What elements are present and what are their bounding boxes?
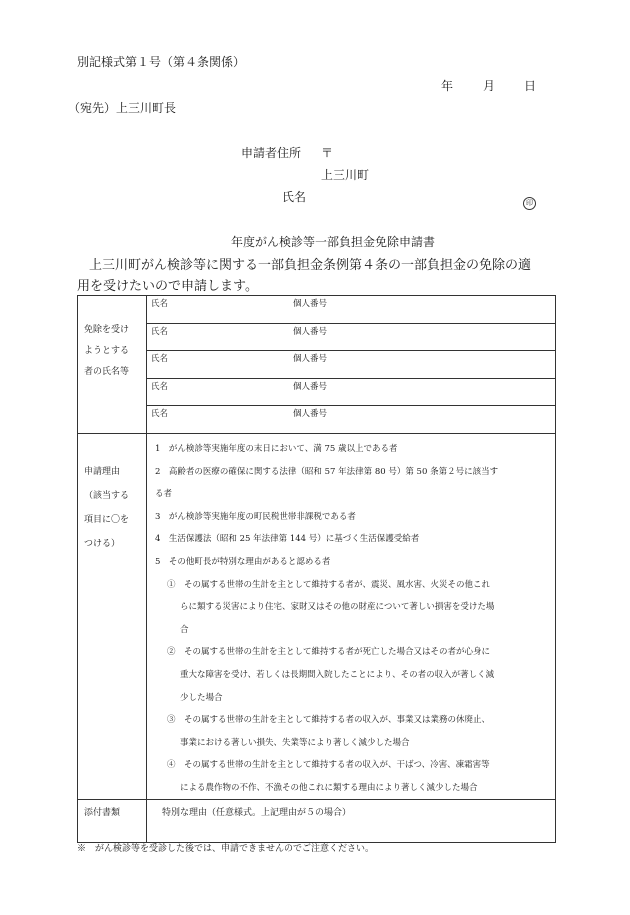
document-title: 年度がん検診等一部負担金免除申請書 (231, 235, 436, 249)
person-id-label: 個人番号 (293, 409, 328, 420)
person-name-label: 氏名 (151, 299, 169, 309)
person-entry-cell[interactable] (147, 296, 556, 324)
intro-line-1: 上三川町がん検診等に関する一部負担金条例第４条の一部負担金の免除の適 (89, 258, 532, 273)
persons-label-line: 免除を受け (84, 325, 130, 335)
person-row (78, 323, 556, 351)
persons-label-line: 者の氏名等 (84, 367, 130, 377)
reason-line: 1 がん検診等実施年度の末日において、満 75 歳以上である者 (155, 443, 398, 454)
attachments-label: 添付書類 (84, 808, 121, 819)
person-id-label: 個人番号 (293, 326, 328, 337)
form-number: 別記様式第１号（第４条関係） (77, 55, 246, 69)
reasons-label-line: 申請理由 (84, 466, 121, 477)
reasons-label-cell (78, 433, 147, 800)
attachments-content-cell (147, 800, 556, 843)
reasons-label-line: （該当する (84, 490, 130, 501)
reason-line: ④ その属する世帯の生計を主として維持する者の収入が、干ばつ、冷害、凍霜害等 (167, 760, 490, 771)
reason-line: による農作物の不作、不漁その他これに類する理由により著しく減少した場合 (180, 782, 478, 793)
person-row (78, 296, 556, 324)
reasons-content-cell (147, 433, 556, 800)
reason-line: 4 生活保護法（昭和 25 年法律第 144 号）に基づく生活保護受給者 (155, 534, 420, 545)
date-month-label: 月 (483, 79, 496, 93)
reasons-label-line: 項目に〇を (84, 514, 130, 525)
persons-label-line: ようとする (84, 346, 130, 356)
person-entry-cell[interactable] (147, 351, 556, 379)
reason-line: 少した場合 (180, 692, 223, 703)
attachments-row (78, 800, 556, 843)
intro-line-2: 用を受けたいので申請します。 (77, 279, 258, 294)
reason-line: ② その属する世帯の生計を主として維持する者が死亡した場合又はその者が心身に (167, 647, 491, 658)
reason-line: る者 (155, 489, 173, 500)
person-entry-cell[interactable] (147, 406, 556, 434)
applicant-address-label: 申請者住所 (241, 146, 302, 160)
reason-line: 合 (180, 624, 189, 635)
person-row (78, 378, 556, 406)
seal-mark (523, 190, 536, 210)
person-name-label: 氏名 (151, 326, 169, 337)
reason-line: 3 がん検診等実施年度の町民税世帯非課税である者 (155, 511, 356, 522)
reason-line: らに類する災害により住宅、家財又はその他の財産について著しい損害を受けた場 (180, 602, 495, 613)
date-year-label: 年 (441, 79, 454, 93)
reasons-row (78, 433, 556, 800)
persons-label-cell (78, 296, 147, 434)
person-name-label: 氏名 (151, 354, 169, 365)
postal-mark: 〒 (321, 146, 334, 160)
person-row (78, 351, 556, 379)
addressee: （宛先）上三川町長 (68, 101, 177, 115)
reasons-label-line: つける） (84, 538, 121, 549)
person-id-label: 個人番号 (293, 381, 328, 392)
attachments-label-cell (78, 800, 147, 843)
person-entry-cell[interactable] (147, 378, 556, 406)
reason-line: 重大な障害を受け、若しくは長期間入院したことにより、その者の収入が著しく減 (180, 669, 495, 680)
person-id-label: 個人番号 (293, 299, 328, 309)
attachments-text: 特別な理由（任意様式。上記理由が５の場合） (162, 808, 352, 819)
applicant-name-label: 氏名 (282, 190, 307, 204)
date-day-label: 日 (524, 79, 537, 93)
person-name-label: 氏名 (151, 381, 169, 392)
person-row (78, 406, 556, 434)
reason-line: ③ その属する世帯の生計を主として維持する者の収入が、事業又は業務の休廃止、 (167, 715, 491, 726)
reason-line: ① その属する世帯の生計を主として維持する者が、震災、風水害、火災その他これ (167, 579, 491, 590)
footnote: ※ がん検診等を受診した後では、申請できませんのでご注意ください。 (77, 844, 375, 854)
reason-line: 事業における著しい損失、失業等により著しく減少した場合 (180, 737, 410, 748)
reason-line: 5 その他町長が特別な理由があると認める者 (155, 556, 331, 567)
person-name-label: 氏名 (151, 409, 169, 420)
application-table (77, 295, 556, 843)
reason-line: 2 高齢者の医療の確保に関する法律（昭和 57 年法律第 80 号）第 50 条第２号に該当す (155, 466, 499, 477)
person-entry-cell[interactable] (147, 323, 556, 351)
person-id-label: 個人番号 (293, 354, 328, 365)
applicant-town: 上三川町 (321, 168, 370, 182)
seal-icon: 印 (523, 197, 536, 210)
